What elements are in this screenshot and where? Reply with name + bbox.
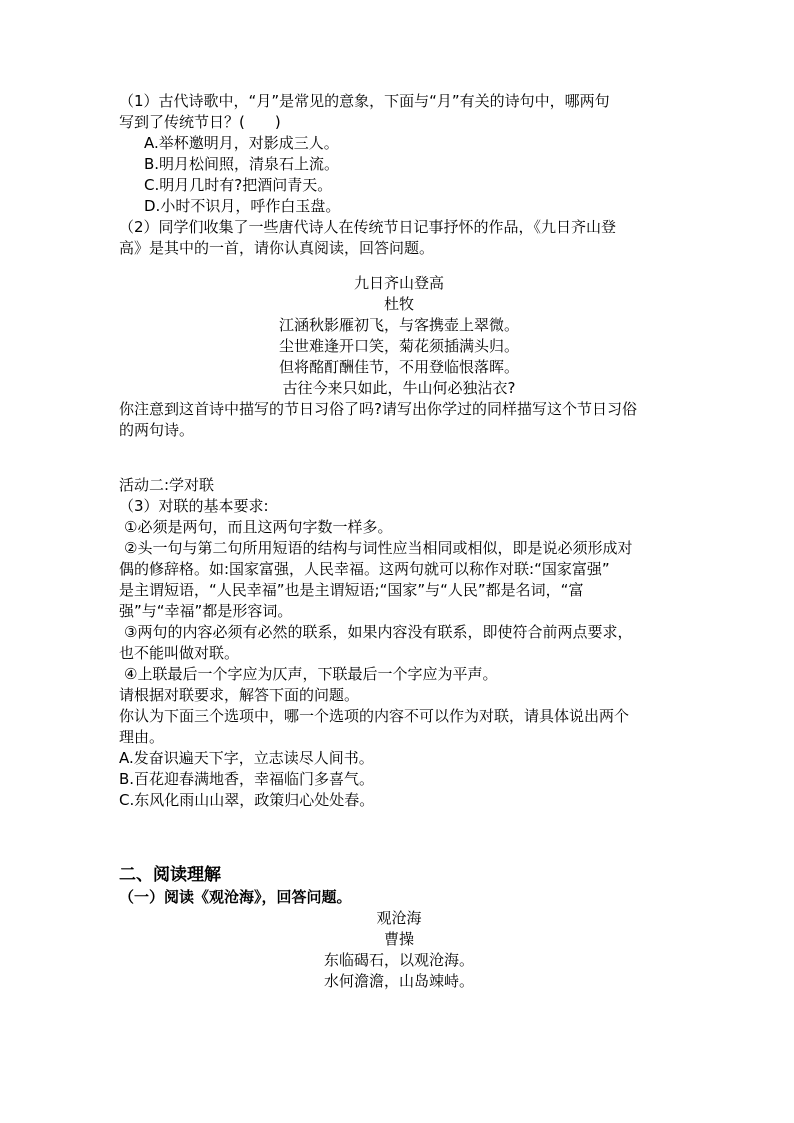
rule-line: 也不能叫做对联。 — [119, 644, 240, 662]
rule-line: 强”与“幸福”都是形容词。 — [119, 602, 293, 620]
rule-line: ③两句的内容必须有必然的联系，如果内容没有联系，即使符合前两点要求， — [124, 623, 633, 641]
poem2-author: 曹操 — [383, 930, 414, 948]
poem2-title: 观沧海 — [376, 909, 422, 927]
poem-line: 古往今来只如此，牛山何必独沾衣? — [282, 379, 516, 397]
poem-author: 杜牧 — [383, 295, 414, 313]
rule-line: 偶的修辞格。如:国家富强，人民幸福。这两句就可以称作对联:“国家富强” — [119, 560, 610, 578]
q1-option-b: B.明月松间照，清泉石上流。 — [144, 155, 340, 173]
q2-stem-line2: 高》是其中的一首，请你认真阅读，回答问题。 — [119, 239, 435, 257]
poem-line: 江涵秋影雁初飞，与客携壶上翠微。 — [278, 316, 519, 334]
poem2-line: 水何澹澹，山岛竦峙。 — [323, 972, 474, 990]
section2-part1: （一）阅读《观沧海》，回答问题。 — [119, 888, 352, 906]
q2-question-line1: 你注意到这首诗中描写的节日习俗了吗?请写出你学过的同样描写这个节日习俗 — [119, 400, 637, 418]
spacer — [119, 811, 679, 863]
rule-line: ④上联最后一个字应为仄声，下联最后一个字应为平声。 — [124, 665, 498, 683]
q2-stem-line1: （2）同学们收集了一些唐代诗人在传统节日记事抒怀的作品，《九日齐山登 — [119, 218, 617, 236]
couplet-option-c: C.东风化雨山山翠，政策归心处处春。 — [119, 791, 375, 809]
activity2-instruction: 请根据对联要求，解答下面的问题。 — [119, 686, 360, 704]
answer-space — [119, 441, 679, 475]
activity2-question-line1: 你认为下面三个选项中，哪一个选项的内容不可以作为对联，请具体说出两个 — [119, 707, 630, 725]
q1-option-c: C.明月几时有?把酒问青天。 — [144, 176, 333, 194]
q1-stem-line1: （1）古代诗歌中，“月”是常见的意象，下面与“月”有关的诗句中，哪两句 — [119, 92, 610, 110]
activity2-question-line2: 理由。 — [119, 728, 165, 746]
poem-line: 但将酩酊酬佳节，不用登临恨落晖。 — [278, 358, 519, 376]
rule-line: ①必须是两句，而且这两句字数一样多。 — [124, 518, 393, 536]
q1-stem-line2: 写到了传统节日？( ) — [119, 113, 281, 131]
document-content — [119, 91, 679, 992]
q1-option-a: A.举杯邀明月，对影成三人。 — [144, 134, 339, 152]
rule-line: 是主谓短语，“人民幸福”也是主谓短语;“国家”与“人民”都是名词，“富 — [119, 581, 584, 599]
poem-line: 尘世难逢开口笑，菊花须插满头归。 — [278, 337, 519, 355]
couplet-option-a: A.发奋识遍天下字，立志读尽人间书。 — [119, 749, 374, 767]
rule-line: ②头一句与第二句所用短语的结构与词性应当相同或相似，即是说必须形成对 — [124, 539, 633, 557]
poem-title: 九日齐山登高 — [353, 274, 444, 292]
section2-title: 二、阅读理解 — [119, 865, 221, 885]
q1-option-d: D.小时不识月，呼作白玉盘。 — [144, 197, 341, 215]
q2-question-line2: 的两句诗。 — [119, 421, 195, 439]
poem2-line: 东临碣石，以观沧海。 — [323, 951, 474, 969]
activity2-sub: （3）对联的基本要求: — [119, 497, 269, 515]
spacer — [119, 259, 679, 273]
activity2-title: 活动二:学对联 — [119, 476, 215, 494]
couplet-option-b: B.百花迎春满地香，幸福临门多喜气。 — [119, 770, 375, 788]
